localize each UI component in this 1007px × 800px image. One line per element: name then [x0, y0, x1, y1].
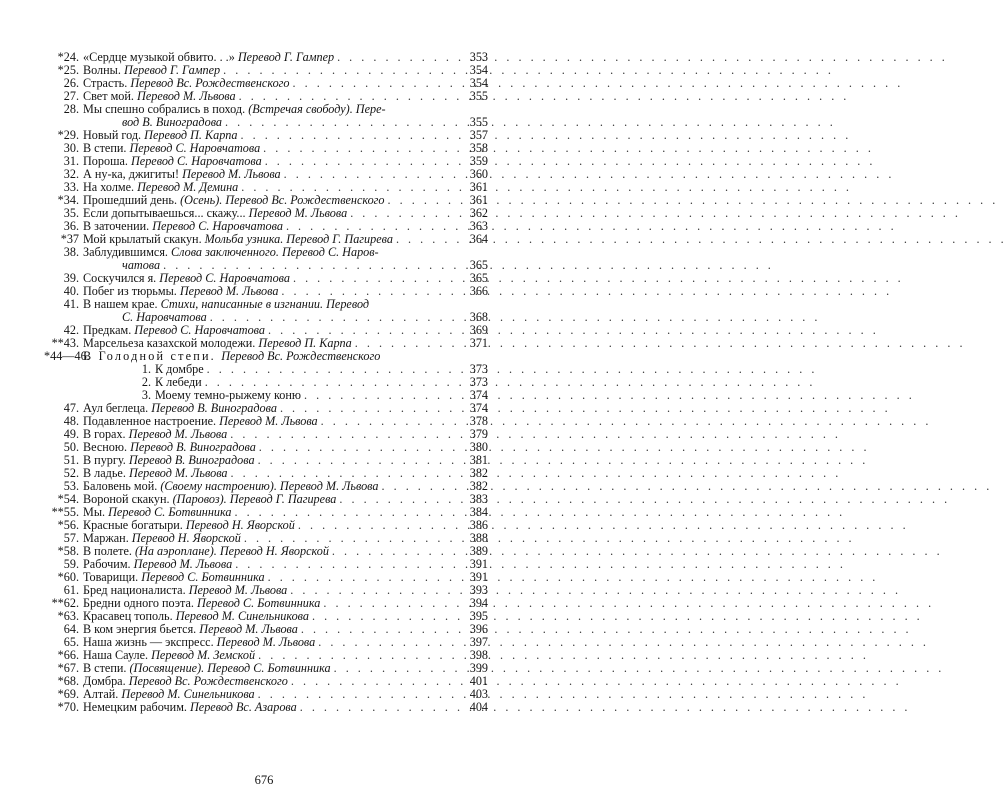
translator-credit: Перевод М. Львова — [188, 583, 288, 597]
translator-credit: (Паровоз). Перевод Г. Пагирева — [172, 492, 337, 506]
translator-credit: Перевод С. Наровчатова — [130, 154, 262, 168]
page-reference: 371 — [469, 336, 488, 350]
translator-credit: Перевод Н. Яворской — [131, 531, 241, 545]
translator-credit: Перевод В. Виноградова — [151, 401, 277, 415]
poem-title: Домбра. — [83, 674, 129, 688]
toc-entry — [44, 246, 488, 272]
poem-title: Красавец тополь. — [83, 609, 176, 623]
entry-number: 38. — [63, 245, 79, 259]
section-title: В Голодной степи. — [83, 349, 222, 363]
translator-credit: Перевод М. Демина — [137, 180, 239, 194]
poem-title: Алтай. — [83, 687, 122, 701]
translator-credit: (Посвящение). Перевод С. Ботвинника — [129, 661, 331, 675]
poem-title: Заблудившимся. — [83, 245, 172, 259]
entry-number: 65. — [63, 635, 79, 649]
entry-number: 26. — [63, 76, 79, 90]
entry-number: *67. — [57, 661, 79, 675]
page-reference: 379 — [469, 427, 488, 441]
translator-credit: Перевод Вс. Рождественского — [130, 76, 290, 90]
entry-number: 52. — [63, 466, 79, 480]
page-reference: 395 — [469, 609, 488, 623]
translator-credit: Перевод М. Львова — [248, 206, 348, 220]
translator-credit: Перевод С. Ботвинника — [141, 570, 265, 584]
entry-number: 51. — [63, 453, 79, 467]
page-reference: 361 — [469, 193, 488, 207]
translator-credit: Стихи, написанные в изгнании. Перевод — [160, 297, 370, 311]
poem-title: Баловень мой. — [83, 479, 161, 493]
translator-credit: Перевод М. Львова — [216, 635, 316, 649]
poem-title: В заточении. — [83, 219, 153, 233]
entry-number: 33. — [63, 180, 79, 194]
poem-title: А ну-ка, джигиты! — [83, 167, 183, 181]
entry-number: *70. — [57, 700, 79, 714]
page-reference: 391 — [469, 570, 488, 584]
entry-number: *60. — [57, 570, 79, 584]
entry-number: 39. — [63, 271, 79, 285]
poem-title: Красные богатыри. — [83, 518, 186, 532]
entry-number: 47. — [63, 401, 79, 415]
translator-credit: Перевод С. Ботвинника — [197, 596, 321, 610]
page-reference: 391 — [469, 557, 488, 571]
page-reference: 398 — [469, 648, 488, 662]
poem-title: Немецким рабочим. — [83, 700, 190, 714]
translator-credit: Перевод М. Синельникова — [175, 609, 309, 623]
entry-number: 49. — [63, 427, 79, 441]
poem-title: Бред националиста. — [83, 583, 189, 597]
translator-credit: (На аэроплане). Перевод Н. Яворской — [134, 544, 329, 558]
entry-number: *54. — [57, 492, 79, 506]
translator-credit: Перевод С. Ботвинника — [108, 505, 232, 519]
entry-number: 59. — [63, 557, 79, 571]
translator-credit: Перевод М. Львова — [182, 167, 281, 181]
page-reference: 394 — [469, 596, 488, 610]
poem-title: «Сердце музыкой обвито. . .» — [83, 50, 238, 64]
page-reference: 401 — [469, 674, 488, 688]
entry-number: 41. — [63, 297, 79, 311]
dot-leader — [393, 233, 464, 246]
poem-title: Новый год. — [83, 128, 145, 142]
entry-number: **62. — [51, 596, 79, 610]
page-reference: 353 — [469, 50, 488, 64]
page-reference: 360 — [469, 167, 488, 181]
page-reference: 380 — [469, 440, 488, 454]
entry-text — [83, 701, 297, 714]
page-reference: 362 — [469, 206, 488, 220]
entry-number: 28. — [63, 102, 79, 116]
entry-number: 40. — [63, 284, 79, 298]
poem-title: Мы спешно собрались в поход. — [83, 102, 249, 116]
translator-credit: Перевод В. Виноградова — [130, 440, 256, 454]
page-reference: 381 — [469, 453, 488, 467]
entry-number: *44—46. — [44, 349, 90, 363]
toc-entry — [44, 103, 488, 129]
page-reference: 374 — [469, 388, 488, 402]
translator-credit: Перевод М. Львова — [179, 284, 279, 298]
page-reference: 386 — [469, 518, 488, 532]
entry-number: 2. — [141, 375, 151, 389]
page-reference: 382 — [469, 479, 488, 493]
poem-title: Предкам. — [83, 323, 135, 337]
entry-number: 30. — [63, 141, 79, 155]
toc-entry-line — [44, 701, 488, 714]
poem-title: В полете. — [83, 544, 135, 558]
poem-title: На холме. — [83, 180, 138, 194]
translator-credit: Перевод Вс. Рождественского — [221, 349, 381, 363]
entry-number: *58. — [57, 544, 79, 558]
poem-title: В степи. — [83, 661, 130, 675]
entry-number: **55. — [51, 505, 79, 519]
translator-credit: Перевод С. Наровчатова — [152, 219, 283, 233]
entry-number: *37 — [60, 232, 79, 246]
translator-credit: Перевод Н. Яворской — [185, 518, 295, 532]
entry-number: 57. — [63, 531, 79, 545]
poem-title: Подавленное настроение. — [83, 414, 220, 428]
poem-title: В горах. — [83, 427, 129, 441]
poem-title: В ладье. — [83, 466, 129, 480]
poem-title: Аул беглеца. — [83, 401, 152, 415]
entry-number: 31. — [63, 154, 79, 168]
translator-credit: Перевод С. Наровчатова — [129, 141, 261, 155]
translator-credit: Перевод Вс. Рождественского — [128, 674, 288, 688]
entry-number: 53. — [63, 479, 79, 493]
poem-title: Пороша. — [83, 154, 131, 168]
page-reference: 364 — [469, 232, 488, 246]
page-reference: 403 — [469, 687, 488, 701]
translator-credit: Перевод Г. Гампер — [123, 63, 221, 77]
page-reference: 383 — [469, 492, 488, 506]
page-reference: 358 — [469, 141, 488, 155]
page-number: 676 — [254, 773, 274, 787]
entry-number: 3. — [141, 388, 151, 402]
page-reference: 404 — [469, 700, 488, 714]
entry-number: *69. — [57, 687, 79, 701]
translator-credit: Перевод С. Наровчатова — [134, 323, 265, 337]
page-reference: 373 — [469, 362, 488, 376]
entry-number: 27. — [63, 89, 79, 103]
entry-number: 50. — [63, 440, 79, 454]
page-reference: 368 — [469, 310, 488, 324]
poem-title: Наша Сауле. — [83, 648, 152, 662]
page-reference: 373 — [469, 375, 488, 389]
poem-title: К домбре — [155, 362, 204, 376]
page-reference: 399 — [469, 661, 488, 675]
poem-title: Свет мой. — [83, 89, 138, 103]
poem-title: Марсельеза казахской молодежи. — [83, 336, 259, 350]
poem-title: Наша жизнь — экспресс. — [83, 635, 217, 649]
page-reference: 382 — [469, 466, 488, 480]
entry-number: **43. — [51, 336, 79, 350]
poem-title: Весною. — [83, 440, 131, 454]
poem-title: Товарищи. — [83, 570, 142, 584]
entry-number: *66. — [57, 648, 79, 662]
poem-title: Соскучился я. — [83, 271, 160, 285]
page-reference: 355 — [469, 115, 488, 129]
translator-credit: Перевод Вс. Азарова — [190, 700, 297, 714]
page-reference: 374 — [469, 401, 488, 415]
translator-credit: (Встречая свободу). Пере- — [248, 102, 386, 116]
toc-entry — [44, 701, 488, 714]
entry-number: 61. — [63, 583, 79, 597]
translator-credit: Перевод М. Львова — [137, 89, 236, 103]
page-reference: 393 — [469, 583, 488, 597]
page-reference: 359 — [469, 154, 488, 168]
entry-number: *29. — [57, 128, 79, 142]
translator-credit: Перевод М. Синельникова — [121, 687, 255, 701]
translator-credit: Перевод М. Львова — [133, 557, 233, 571]
toc-entry — [44, 298, 488, 324]
poem-title: Волны. — [83, 63, 124, 77]
poem-title: Побег из тюрьмы. — [83, 284, 180, 298]
page-reference: 384 — [469, 505, 488, 519]
translator-credit: вод В. Виноградова — [122, 115, 222, 129]
entry-number: *63. — [57, 609, 79, 623]
entry-number: 1. — [141, 362, 151, 376]
entry-number: *56. — [57, 518, 79, 532]
entry-number: 64. — [63, 622, 79, 636]
poem-title: К лебеди — [155, 375, 202, 389]
entry-number: *68. — [57, 674, 79, 688]
translator-credit: Перевод П. Карпа — [144, 128, 238, 142]
translator-credit: Перевод М. Земской — [151, 648, 256, 662]
page-reference: 354 — [469, 76, 488, 90]
entry-number: *34. — [57, 193, 79, 207]
poem-title: Мы. — [83, 505, 109, 519]
page-reference: 354 — [469, 63, 488, 77]
poem-title: Прошедший день. — [83, 193, 181, 207]
translator-credit: Слова заключенного. Перевод С. Наров- — [171, 245, 379, 259]
page-reference: 365 — [469, 258, 488, 272]
translator-credit: Перевод М. Львова — [128, 427, 228, 441]
translator-credit: Перевод М. Львова — [219, 414, 318, 428]
poem-title: В нашем крае. — [83, 297, 161, 311]
poem-title: Страсть. — [83, 76, 131, 90]
poem-title: В пургу. — [83, 453, 129, 467]
page-reference: 355 — [469, 89, 488, 103]
table-of-contents — [44, 51, 488, 714]
entry-number: 42. — [63, 323, 79, 337]
entry-number: *24. — [57, 50, 79, 64]
page-reference: 397 — [469, 635, 488, 649]
translator-credit: С. Наровчатова — [122, 310, 207, 324]
dot-leader — [297, 701, 464, 714]
translator-credit: Перевод М. Львова — [128, 466, 228, 480]
entry-number: 48. — [63, 414, 79, 428]
poem-title: В степи. — [83, 141, 130, 155]
translator-credit: (Своему настроению). Перевод М. Львова — [160, 479, 379, 493]
page-reference: 365 — [469, 271, 488, 285]
poem-title: Мой крылатый скакун. — [83, 232, 205, 246]
poem-title: Рабочим. — [83, 557, 134, 571]
page-reference: 363 — [469, 219, 488, 233]
translator-credit: Мольба узника. Перевод Г. Пагирева — [204, 232, 393, 246]
entry-number: 36. — [63, 219, 79, 233]
translator-credit: Перевод П. Карпа — [258, 336, 352, 350]
page-reference: 366 — [469, 284, 488, 298]
page-reference: 357 — [469, 128, 488, 142]
page-reference: 396 — [469, 622, 488, 636]
poem-title: Бредни одного поэта. — [83, 596, 198, 610]
page-reference: 369 — [469, 323, 488, 337]
page-reference: 389 — [469, 544, 488, 558]
page-reference: 378 — [469, 414, 488, 428]
translator-credit: Перевод М. Львова — [199, 622, 298, 636]
page-reference: 361 — [469, 180, 488, 194]
poem-title: Маржан. — [83, 531, 132, 545]
poem-title: Если допытываешься... скажу... — [83, 206, 249, 220]
entry-number: 32. — [63, 167, 79, 181]
translator-credit: Перевод В. Виноградова — [128, 453, 255, 467]
translator-credit: чатова — [122, 258, 161, 272]
translator-credit: Перевод С. Наровчатова — [159, 271, 290, 285]
translator-credit: Перевод Г. Гампер — [237, 50, 335, 64]
entry-number: 35. — [63, 206, 79, 220]
entry-number: *25. — [57, 63, 79, 77]
poem-title: Моему темно-рыжему коню — [155, 388, 301, 402]
poem-title: В ком энергия бьется. — [83, 622, 200, 636]
translator-credit: (Осень). Перевод Вс. Рождественского — [180, 193, 385, 207]
poem-title: Вороной скакун. — [83, 492, 173, 506]
page-reference: 388 — [469, 531, 488, 545]
